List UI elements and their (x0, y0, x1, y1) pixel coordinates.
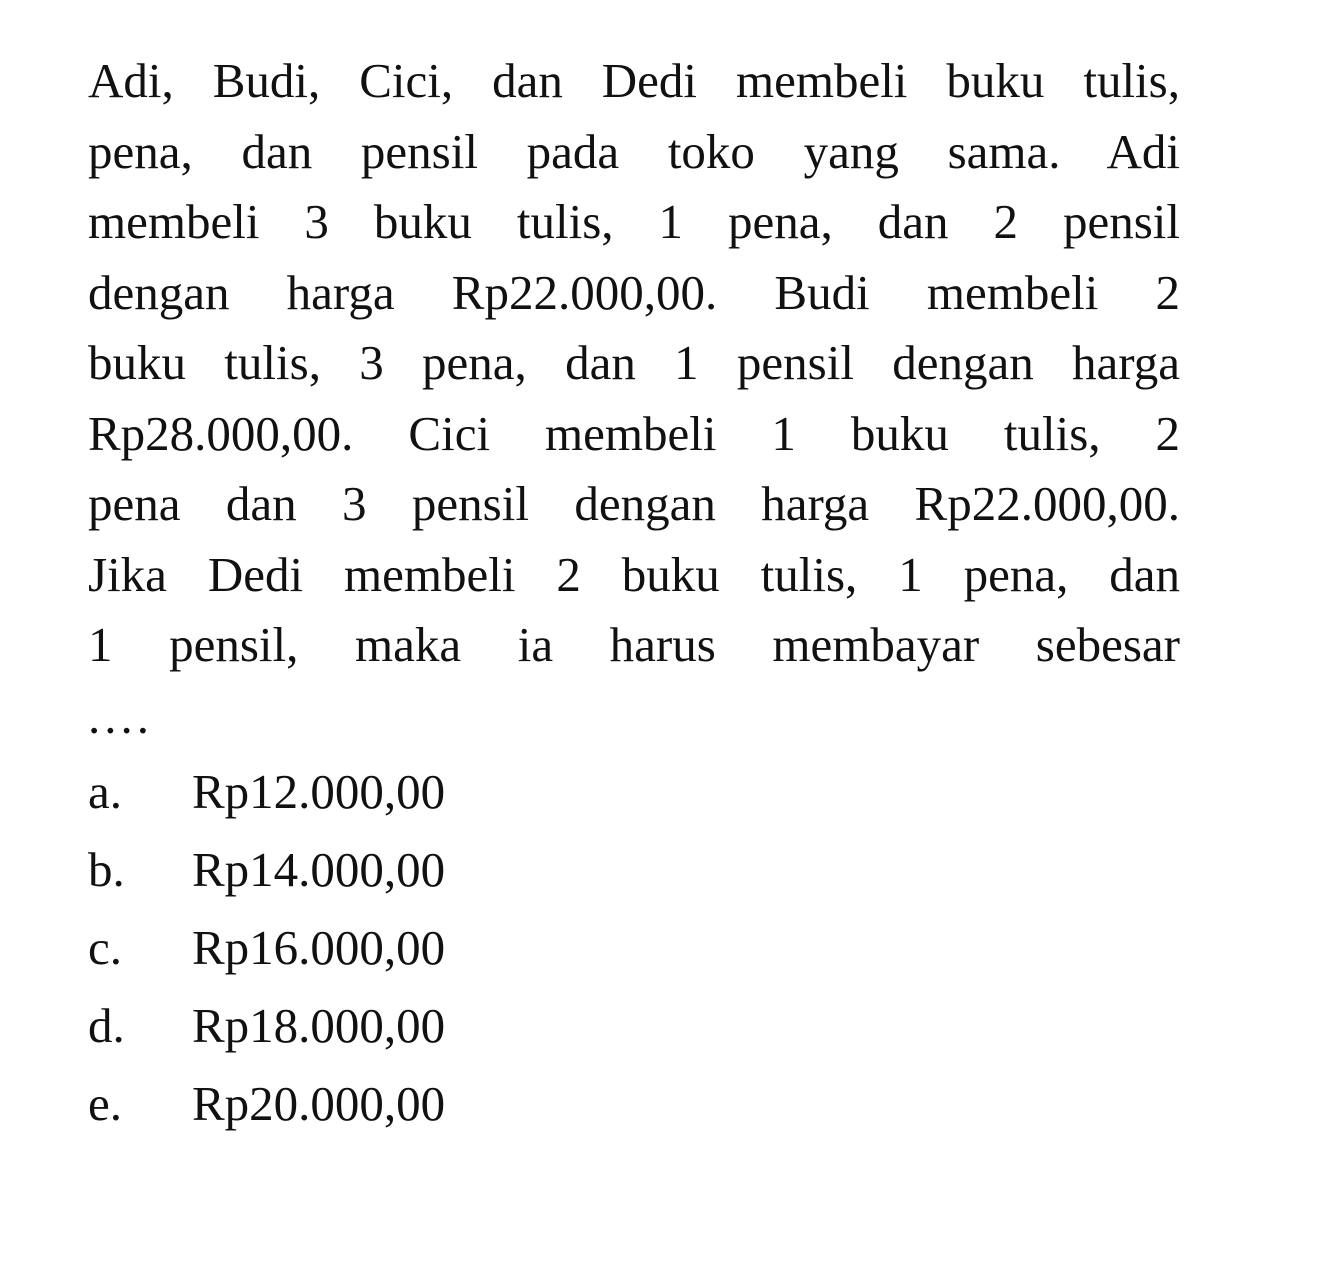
question-line: membeli 3 buku tulis, 1 pena, dan 2 pensil (88, 194, 1180, 249)
question-ellipsis: .... (88, 688, 153, 744)
question-line: Adi, Budi, Cici, dan Dedi membeli buku tulis, (88, 53, 1180, 108)
option-b[interactable] (88, 831, 1180, 909)
option-letter: b. (88, 841, 125, 897)
question-line: 1 pensil, maka ia harus membayar sebesar (88, 617, 1180, 672)
option-value: Rp12.000,00 (192, 763, 446, 819)
question-line: pena, dan pensil pada toko yang sama. Adi (88, 123, 1180, 179)
option-value: Rp16.000,00 (192, 919, 446, 975)
question-line: buku tulis, 3 pena, dan 1 pensil dengan harga (88, 335, 1180, 390)
question-card (88, 46, 1180, 1143)
question-text (88, 46, 1180, 681)
option-value: Rp14.000,00 (192, 841, 446, 897)
question-line: dengan harga Rp22.000,00. Budi membeli 2 (88, 264, 1180, 320)
option-letter: e. (88, 1075, 122, 1131)
option-value: Rp20.000,00 (192, 1075, 446, 1131)
option-value: Rp18.000,00 (192, 997, 446, 1053)
option-letter: a. (88, 763, 122, 819)
answer-options (88, 753, 1180, 1143)
option-c[interactable] (88, 909, 1180, 987)
option-d[interactable] (88, 987, 1180, 1065)
option-e[interactable] (88, 1065, 1180, 1143)
question-line: pena dan 3 pensil dengan harga Rp22.000,00. (88, 476, 1180, 531)
question-line: Rp28.000,00. Cici membeli 1 buku tulis, 2 (88, 405, 1180, 461)
option-letter: c. (88, 919, 122, 975)
option-letter: d. (88, 997, 125, 1053)
question-line: Jika Dedi membeli 2 buku tulis, 1 pena, dan (88, 546, 1180, 602)
option-a[interactable] (88, 753, 1180, 831)
